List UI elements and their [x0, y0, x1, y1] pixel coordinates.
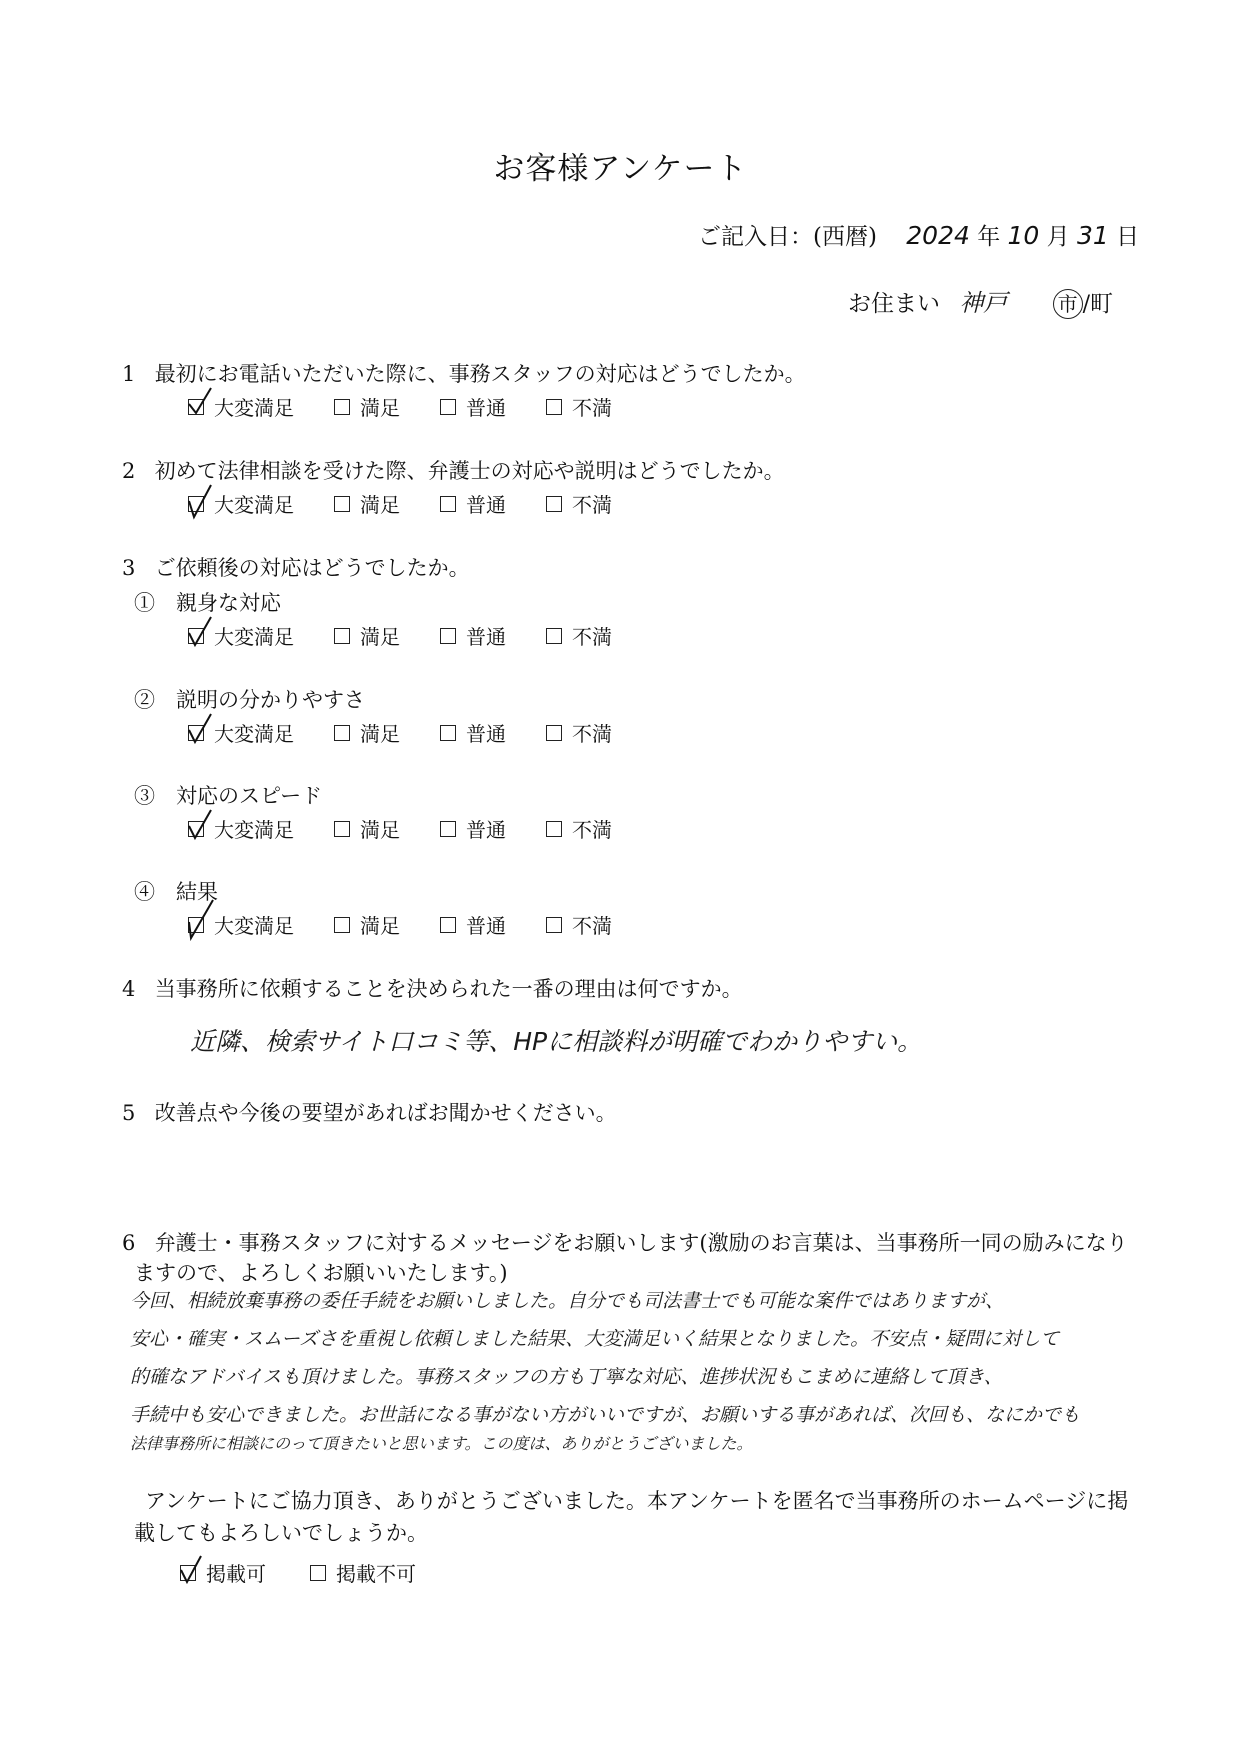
year-unit: 年	[977, 224, 1001, 250]
question-text: 初めて法律相談を受けた際、弁護士の対応や説明はどうでしたか。	[154, 459, 785, 483]
option-label: 大変満足	[214, 625, 294, 649]
question-number: 2	[122, 459, 136, 483]
question-3	[122, 552, 470, 582]
option-dissatisfied[interactable]	[546, 718, 612, 747]
checkbox-checked[interactable]	[188, 821, 204, 837]
question-6	[122, 1227, 1128, 1257]
checkbox-checked[interactable]	[188, 399, 204, 415]
address-city[interactable]: 神戸	[959, 289, 1008, 317]
option-label: 不満	[572, 914, 612, 938]
checkbox[interactable]	[334, 821, 350, 837]
check-mark-icon	[187, 712, 213, 746]
check-mark-icon	[187, 615, 213, 649]
option-dissatisfied[interactable]	[546, 621, 612, 650]
address-row: お住まい 神戸 市 /町	[848, 289, 1114, 317]
check-mark-icon	[187, 386, 213, 420]
checkbox[interactable]	[440, 917, 456, 933]
option-label: 大変満足	[214, 396, 294, 420]
consent-question-line-2: 載してもよろしいでしょうか。	[134, 1521, 428, 1545]
option-publish-ng[interactable]	[310, 1558, 416, 1587]
option-label: 不満	[572, 722, 612, 746]
sub-question-4: ④ 結果	[134, 880, 218, 904]
page-title: お客様アンケート	[493, 151, 748, 187]
option-very-satisfied[interactable]	[188, 621, 294, 650]
checkbox[interactable]	[546, 628, 562, 644]
question-text: ご依頼後の対応はどうでしたか。	[154, 556, 470, 580]
q6-answer-line: 的確なアドバイスも頂けました。事務スタッフの方も丁寧な対応、進捗状況もこまめに連絡して頂き、	[130, 1366, 1003, 1388]
check-mark-icon	[187, 483, 213, 517]
option-normal[interactable]	[440, 621, 506, 650]
option-label: 掲載可	[206, 1562, 266, 1586]
option-label: 不満	[572, 493, 612, 517]
option-label: 不満	[572, 625, 612, 649]
checkbox-checked[interactable]	[188, 725, 204, 741]
checkbox[interactable]	[546, 496, 562, 512]
option-label: 大変満足	[214, 914, 294, 938]
option-label: 満足	[360, 396, 400, 420]
checkbox[interactable]	[334, 399, 350, 415]
consent-question-line-1: アンケートにご協力頂き、ありがとうございました。本アンケートを匿名で当事務所のホームページに掲	[145, 1489, 1129, 1513]
option-dissatisfied[interactable]	[546, 392, 612, 421]
q6-answer[interactable]	[130, 1282, 1080, 1454]
check-mark-icon	[187, 904, 213, 938]
check-mark-icon	[187, 808, 213, 842]
option-very-satisfied[interactable]	[188, 814, 294, 843]
option-dissatisfied[interactable]	[546, 910, 612, 939]
check-mark-icon	[179, 1552, 205, 1586]
sub-question-3: ③ 対応のスピード	[134, 784, 323, 808]
sub-question-2: ② 説明の分かりやすさ	[134, 688, 365, 712]
option-label: 普通	[466, 493, 506, 517]
checkbox[interactable]	[546, 917, 562, 933]
option-label: 普通	[466, 914, 506, 938]
q6-answer-line: 安心・確実・スムーズさを重視し依頼しました結果、大変満足いく結果となりました。不安点・疑問に対して	[130, 1328, 1060, 1350]
option-satisfied[interactable]	[334, 621, 400, 650]
option-label: 大変満足	[214, 493, 294, 517]
date-day[interactable]: 31	[1076, 221, 1109, 250]
checkbox[interactable]	[334, 725, 350, 741]
checkbox[interactable]	[546, 399, 562, 415]
option-label: 満足	[360, 493, 400, 517]
option-publish-ok[interactable]	[180, 1558, 266, 1587]
option-label: 普通	[466, 625, 506, 649]
question-number: 5	[122, 1101, 136, 1125]
option-label: 満足	[360, 818, 400, 842]
q3-4-options	[188, 910, 652, 939]
q6-answer-line: 手続中も安心できました。お世話になる事がない方がいいですが、お願いする事があれば、次回も、なにかでも	[130, 1404, 1081, 1426]
q3-2-options	[188, 718, 652, 747]
option-label: 普通	[466, 722, 506, 746]
option-satisfied[interactable]	[334, 814, 400, 843]
option-label: 大変満足	[214, 722, 294, 746]
option-label: 満足	[360, 914, 400, 938]
q4-answer[interactable]: 近隣、検索サイト口コミ等、HPに相談料が明確でわかりやすい。	[190, 1027, 923, 1056]
checkbox[interactable]	[440, 725, 456, 741]
address-cho: 町	[1090, 291, 1114, 317]
checkbox[interactable]	[440, 821, 456, 837]
question-number: 6	[122, 1231, 136, 1255]
consent-options	[180, 1558, 456, 1587]
option-normal[interactable]	[440, 489, 506, 518]
option-dissatisfied[interactable]	[546, 489, 612, 518]
checkbox-checked[interactable]	[188, 496, 204, 512]
question-text: 改善点や今後の要望があればお聞かせください。	[154, 1101, 617, 1125]
option-normal[interactable]	[440, 814, 506, 843]
checkbox[interactable]	[334, 628, 350, 644]
question-number: 4	[122, 977, 136, 1001]
question-1	[122, 358, 806, 388]
date-row	[698, 218, 1139, 251]
address-shi-circled[interactable]: 市	[1053, 289, 1083, 319]
question-number: 1	[122, 362, 136, 386]
question-text: 当事務所に依頼することを決められた一番の理由は何ですか。	[154, 977, 743, 1001]
question-text-line-1: 弁護士・事務スタッフに対するメッセージをお願いします(激励のお言葉は、当事務所一同の励みになり	[154, 1231, 1128, 1255]
option-satisfied[interactable]	[334, 910, 400, 939]
checkbox[interactable]	[440, 628, 456, 644]
option-normal[interactable]	[440, 718, 506, 747]
checkbox[interactable]	[546, 821, 562, 837]
address-label: お住まい	[848, 291, 940, 317]
checkbox[interactable]	[440, 399, 456, 415]
question-2	[122, 455, 785, 485]
checkbox-checked[interactable]	[188, 628, 204, 644]
q6-answer-line: 今回、相続放棄事務の委任手続をお願いしました。自分でも司法書士でも可能な案件ではありますが、	[130, 1290, 1005, 1312]
option-label: 満足	[360, 722, 400, 746]
checkbox[interactable]	[440, 496, 456, 512]
option-very-satisfied[interactable]	[188, 718, 294, 747]
option-label: 大変満足	[214, 818, 294, 842]
month-unit: 月	[1046, 224, 1070, 250]
option-label: 満足	[360, 625, 400, 649]
option-very-satisfied[interactable]	[188, 489, 294, 518]
checkbox[interactable]	[334, 917, 350, 933]
option-label: 不満	[572, 396, 612, 420]
option-label: 掲載不可	[336, 1562, 416, 1586]
option-label: 普通	[466, 818, 506, 842]
checkbox-checked[interactable]	[188, 917, 204, 933]
q2-options	[188, 489, 652, 518]
option-normal[interactable]	[440, 392, 506, 421]
checkbox[interactable]	[334, 496, 350, 512]
q1-options	[188, 392, 652, 421]
q6-answer-line: 法律事務所に相談にのって頂きたいと思います。この度は、ありがとうございました。	[130, 1434, 753, 1453]
option-satisfied[interactable]	[334, 489, 400, 518]
q3-1-options	[188, 621, 652, 650]
option-very-satisfied[interactable]	[188, 392, 294, 421]
question-4	[122, 973, 743, 1003]
option-label: 不満	[572, 818, 612, 842]
option-satisfied[interactable]	[334, 718, 400, 747]
option-satisfied[interactable]	[334, 392, 400, 421]
option-very-satisfied[interactable]	[188, 910, 294, 939]
checkbox[interactable]	[546, 725, 562, 741]
question-6-line-2: ますので、よろしくお願いいたします。)	[134, 1261, 508, 1285]
option-normal[interactable]	[440, 910, 506, 939]
date-label: ご記入日：(西暦)	[698, 224, 877, 250]
question-text: 最初にお電話いただいた際に、事務スタッフの対応はどうでしたか。	[154, 362, 806, 386]
question-5	[122, 1097, 617, 1127]
q3-3-options	[188, 814, 652, 843]
option-dissatisfied[interactable]	[546, 814, 612, 843]
question-number: 3	[122, 556, 136, 580]
day-unit: 日	[1116, 224, 1140, 250]
checkbox[interactable]	[310, 1565, 326, 1581]
date-year[interactable]: 2024	[906, 221, 970, 250]
option-label: 普通	[466, 396, 506, 420]
date-month[interactable]: 10	[1007, 221, 1040, 250]
checkbox-checked[interactable]	[180, 1565, 196, 1581]
sub-question-1: ① 親身な対応	[134, 591, 281, 615]
